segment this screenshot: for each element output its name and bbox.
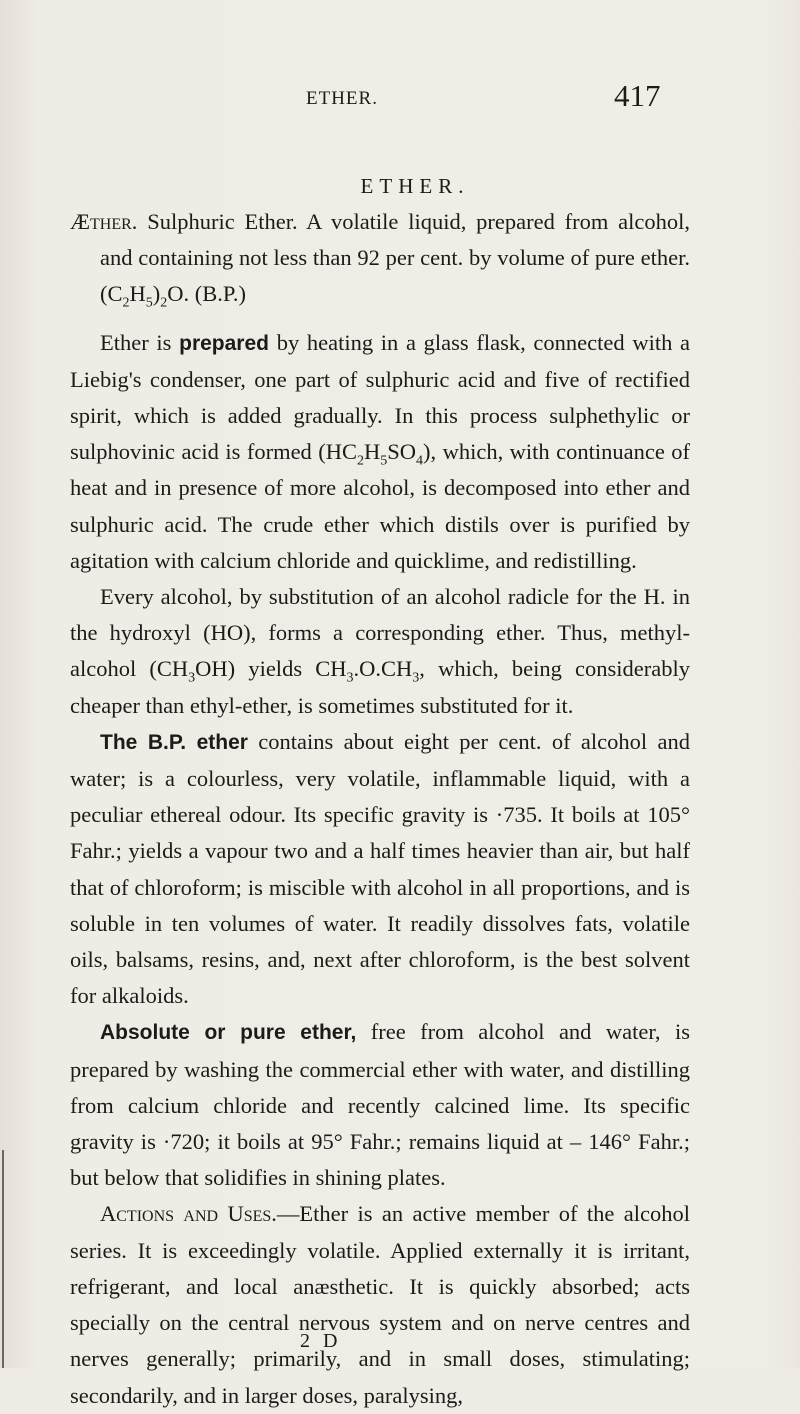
- running-head-title: ETHER.: [306, 88, 378, 109]
- absolute-ether-paragraph: Absolute or pure ether, free from alcohol and water, is prepared by washing the commercial ether with water, and distilling from calcium chloride and recently calcined lime. Its specific gravity is ·720; it boils at 95° Fahr.; remains liquid at – 146° Fahr.; but below that solidifies in shining plates.: [70, 1019, 690, 1191]
- page-number: 417: [614, 78, 661, 113]
- bp-ether-paragraph: The B.P. ether contains about eight per cent. of alcohol and water; is a colourless, very volatile, inflammable liquid, with a peculiar ethereal odour. Its specific gravity is ·735. It boils at 105° Fahr.; yields a vapour two and a half times heavier than air, but half that of chloroform; is miscible with alcohol in all proportions, and is soluble in ten volumes of water. It readily dissolves fats, volatile oils, balsams, resins, and, next after chloroform, is the best solvent for alkaloids.: [70, 728, 690, 1009]
- body-text: [70, 204, 690, 1414]
- alcohol-paragraph: Every alcohol, by substitution of an alcohol radicle for the H. in the hydroxyl (HO), forms a corresponding ether. Thus, methyl-alcohol $(CH_3OH)$ yields $CH_3.O.CH_3$, which, being considerably cheaper than ethyl-ether, is sometimes substituted for it.: [70, 584, 690, 718]
- entry-name: Æther.: [70, 209, 138, 234]
- margin-rule: [2, 1150, 4, 1368]
- prepared-keyword: prepared: [179, 331, 269, 355]
- running-head: [0, 74, 800, 114]
- actions-uses-label: Actions and Uses.: [100, 1201, 277, 1227]
- bp-ether-keyword: The B.P. ether: [100, 730, 248, 754]
- actions-uses-paragraph: Actions and Uses.—Ether is an active member of the alcohol series. It is exceedingly volatile. Applied externally it is irritant, refrigerant, and local anæsthetic. It is quickly absorbed; acts specially on the central nervous system and on nerve centres and nerves generally; primarily, and in small doses, stimulating; secondarily, and in larger doses, paralysing,: [70, 1201, 690, 1408]
- section-heading: ETHER.: [360, 174, 470, 198]
- entry-paragraph: Æther. Sulphuric Ether. A volatile liquid, prepared from alcohol, and containing not less than 92 per cent. by volume of pure ether. $(C_2H_5)_2O$. (B.P.): [70, 209, 690, 311]
- signature-mark: 2 D: [300, 1330, 342, 1352]
- absolute-ether-keyword: Absolute or pure ether,: [100, 1021, 357, 1045]
- preparation-paragraph: Ether is prepared by heating in a glass flask, connected with a Liebig's condenser, one part of sulphuric acid and five of rectified spirit, which is added gradually. In this process sulphethylic or sulphovinic acid is formed $(HC_2H_5SO_4)$, which, with continuance of heat and in presence of more alcohol, is decomposed into ether and sulphuric acid. The crude ether which distils over is purified by agitation with calcium chloride and quicklime, and redistilling.: [70, 329, 691, 573]
